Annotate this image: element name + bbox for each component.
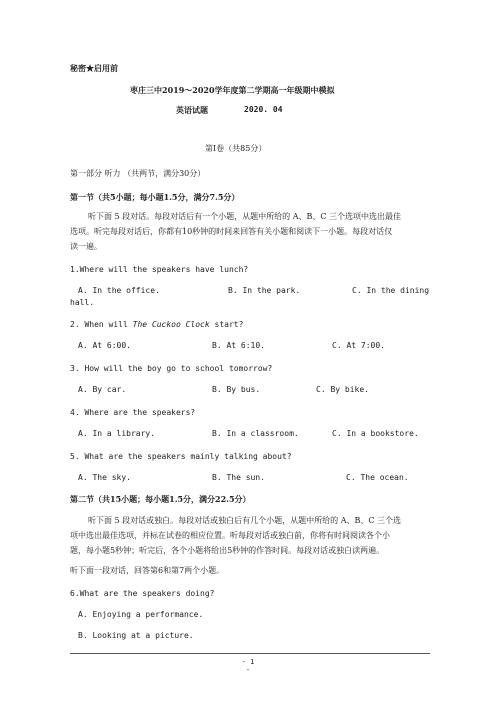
book-title: The Cuckoo Clock: [132, 320, 210, 329]
option-c: C. By bike.: [316, 385, 369, 394]
part-one-heading: 第一部分 听力 （共两节，满分30分）: [70, 169, 206, 178]
confidential-label: 秘密★启用前: [70, 63, 118, 73]
option-c: C. At 7:00.: [332, 341, 385, 350]
option-b: B. In a classroom.: [212, 429, 299, 438]
option-b: B. In the park.: [228, 286, 301, 295]
option-b: B. At 6:10.: [212, 341, 265, 350]
option-c: C. The ocean.: [346, 473, 409, 482]
option-c-wrap: hall.: [70, 298, 95, 307]
section-one-instruction-line: 选项。听完每段对话后，你都有10秒钟的时间来回答有关小题和阅读下一小题。每段对话仅: [70, 227, 393, 236]
section-one-heading: 第一节（共5小题；每小题1.5分，满分7.5分）: [70, 192, 240, 202]
question-stem: 6.What are the speakers doing?: [70, 589, 215, 598]
option-a: A. By car.: [78, 385, 127, 394]
section-two-heading: 第二节（共15小题；每小题1.5分，满分22.5分）: [70, 494, 251, 504]
option-a: A. In a library.: [78, 429, 156, 438]
option-a: A. The sky.: [78, 473, 131, 482]
option-c: C. In the dining: [352, 286, 430, 295]
option-a: A. In the office.: [78, 286, 160, 295]
option-b: B. By bus.: [212, 385, 261, 394]
question-stem: 4. Where are the speakers?: [70, 408, 196, 417]
question-stem: 2. When will The Cuckoo Clock start?: [70, 320, 244, 329]
question-stem: 3. How will the boy go to school tomorrow?: [70, 364, 273, 373]
section-two-instruction-line: 项中选出最佳选项，并标在试卷的相应位置。听每段对话或独白前，你将有时间阅读各个小: [70, 531, 390, 540]
footer-divider: [70, 653, 430, 654]
page-number: - 1 -: [241, 658, 255, 674]
section-two-instruction-line: 听下面 5 段对话或独白。每段对话或独白后有几个小题，从题中所给的 A、B、C 三个选: [88, 516, 402, 525]
option-a: A. Enjoying a performance.: [78, 610, 204, 619]
dialogue-intro: 听下面一段对话，回答第6和第7两个小题。: [70, 566, 225, 575]
question-stem: 1.Where will the speakers have lunch?: [70, 265, 249, 274]
exam-subject: 英语试题: [176, 105, 208, 115]
question-stem: 5. What are the speakers mainly talking about?: [70, 452, 292, 461]
option-b: B. The sun.: [212, 473, 265, 482]
exam-date: 2020. 04: [244, 105, 283, 114]
option-c: C. In a bookstore.: [332, 429, 419, 438]
exam-title: 枣庄三中2019～2020学年度第二学期高一年级期中模拟: [130, 85, 335, 95]
volume-heading: 第Ⅰ卷（共85分）: [205, 144, 267, 153]
option-a: A. At 6:00.: [78, 341, 131, 350]
section-one-instruction-line: 听下面 5 段对话。每段对话后有一个小题，从题中所给的 A、B、C 三个选项中选出最佳: [88, 212, 402, 221]
section-one-instruction-line: 读一遍。: [70, 242, 102, 251]
option-b: B. Looking at a picture.: [78, 631, 194, 640]
section-two-instruction-line: 题，每小题5秒钟；听完后，各个小题将给出5秒钟的作答时间。每段对话或独白读两遍。: [70, 546, 385, 555]
